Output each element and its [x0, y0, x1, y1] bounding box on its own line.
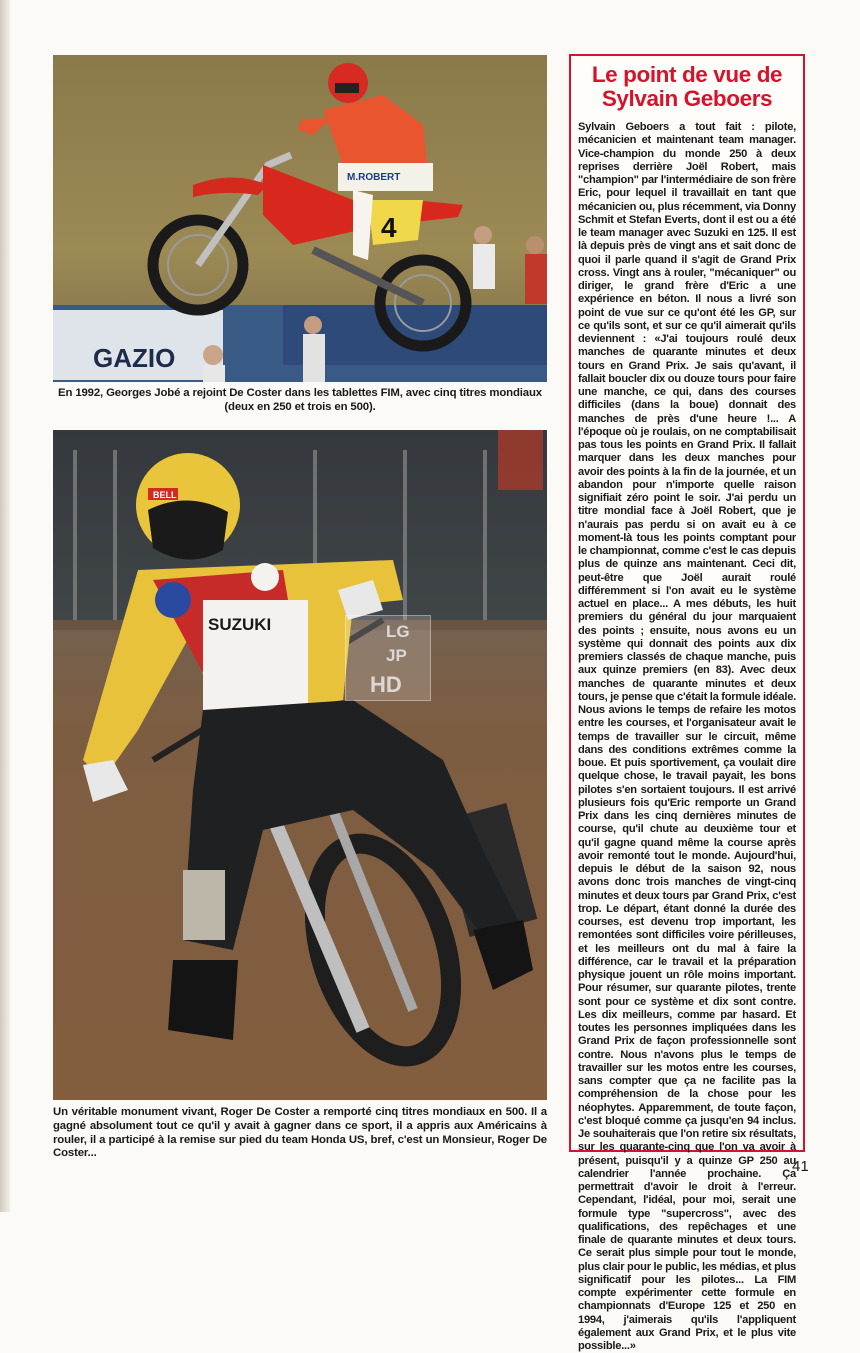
photo-top-image	[53, 55, 547, 382]
photo-bottom-image	[53, 430, 547, 1100]
photo-georges-jobe	[53, 55, 547, 382]
jersey-brand: SUZUKI	[208, 615, 272, 634]
bike-number-4: 4	[381, 212, 397, 243]
caption-bottom: Un véritable monument vivant, Roger De Coster a remporté cinq titres mondiaux en 500. Il a gagné absolument tout ce qu'il y avait à gagner dans ce sport, il a appris aux Américains à rouler, il a participé à la remise sur pied du team Honda US, bref, c'est un Monsieur, Roger De Coster...	[53, 1106, 547, 1160]
tank-label: M.ROBERT	[347, 172, 401, 183]
sidebar-title: Le point de vue de Sylvain Geboers	[591, 62, 783, 111]
watermark-text-1: LG	[386, 622, 410, 641]
watermark-text-3: HD	[370, 672, 402, 697]
page-number: 41	[792, 1158, 809, 1175]
watermark-text-2: JP	[386, 646, 407, 665]
sidebar-body: Sylvain Geboers a tout fait : pilote, mécanicien et maintenant team manager. Vice-champion du monde 250 à deux reprises derrière Joël Robert, mais "champion" par l'intermédiaire de son frère Eric, pour lequel il travaillait en tant que mécanicien ou, plus récemment, via Donny Schmit et Stefan Everts, dont il est ou a été le team manager avec Suzuki en 125. Il est là depuis près de vingt ans et sait donc de quoi il parle quand il s'agit de Grand Prix cross. Vingt ans à rouler, "mécaniquer" ou diriger, le grand frère d'Eric a une expérience en béton. Il nous a livré son point de vue sur ce qu'ont été les GP, sur ce qu'ils sont, et sur ce qu'il aimerait qu'ils deviennent : «J'ai toujours roulé deux manches de quarante minutes et deux tours en Grand Prix. Je sais qu'avant, il fallait boucler dix ou douze tours pour faire une manche, ce qui, dans des courses difficiles (dans la boue) donnait des manches de près d'une heure !... A l'époque où je roulais, on ne comptabilisait pas tous les points en Grand Prix. Il fallait marquer dans les deux manches pour avoir des points à la fin de la journée, et un abandon pour n'importe quelle raison signifiait zéro point le soir. J'ai perdu un titre mondial face à Joël Robert, que je n'aurais pas perdu si on avait eu à ce moment-là tous les points comptant pour le championnat, comme c'est le cas depuis plus de quinze ans maintenant. Ceci dit, peut-être que Joël aurait roulé différemment si l'on avait eu le système actuel en place... A mes débuts, les huit premiers du général du jour marquaient des points ; ensuite, nous avons eu un système qui donnait des points aux dix premiers classés de chaque manche, puis aux quinze premiers (en 83). Avec deux manches de quarante minutes et deux tours, je pense que c'était la formule idéale. Nous avions le temps de refaire les motos entre les courses, et l'organisateur avait le temps de travailler sur le circuit, même dans des conditions extrêmes comme la boue. Et puis sportivement, ça voulait dire quelque chose, le travail payait, les bons pilotes s'en sortaient toujours. Il est arrivé plusieurs fois qu'Eric remporte un Grand Prix dans les cinq dernières minutes de course, qu'il chute au deuxième tour et qu'il gagne quand même la course après avoir remonté tout le monde. Aujourd'hui, depuis le début de la saison 92, nous avons donc trois manches de vingt-cinq minutes et deux tours par Grand Prix, c'est trop. Le départ, étant donné la durée des courses, est devenu trop important, les remontées sont difficiles voire périlleuses, et les meilleurs ont du mal à faire la différence, car le travail et la préparation physique jouent un rôle moins important. Pour résumer, sur quarante pilotes, trente sont pour ce système et dix sont contre. Les dix meilleurs, comme par hasard. Et toutes les personnes impliquées dans les Grand Prix de façon professionnelle sont contre. Nous n'avons plus le temps de travailler sur les motos entre les courses, sans compter que ça ne facilite pas la compréhension de la chose pour les néophytes. Apparemment, de toute façon, c'est bloqué comme ça jusqu'en 94 inclus. Je souhaiterais que l'on retire six résultats, sur les quarante-cinq que l'on va avoir à présent, puisqu'il y a quinze GP 250 au calendrier l'année prochaine. Ça permettrait d'avoir le droit à l'erreur. Cependant, l'idéal, pour moi, serait une formule type "supercross", avec des qualifications, des repêchages et une finale de quarante minutes et deux tours. Ce serait plus simple pour tout le monde, plus clair pour le public, les médias, et plus significatif pour les pilotes... La FIM compte expérimenter cette formule en championnats d'Europe 125 et 250 en 1994, j'aimerais qu'ils l'appliquent également aux Grand Prix, et le plus vite possible...»	[578, 121, 796, 1352]
banner-text: GAZIO	[93, 343, 176, 373]
helmet-brand: BELL	[153, 490, 177, 500]
photo-roger-de-coster	[53, 430, 547, 1100]
watermark-logo	[345, 615, 431, 701]
caption-top: En 1992, Georges Jobé a rejoint De Coster dans les tablettes FIM, avec cinq titres mondiaux (deux en 250 et trois en 500).	[58, 387, 542, 413]
page-spine	[0, 0, 10, 1212]
